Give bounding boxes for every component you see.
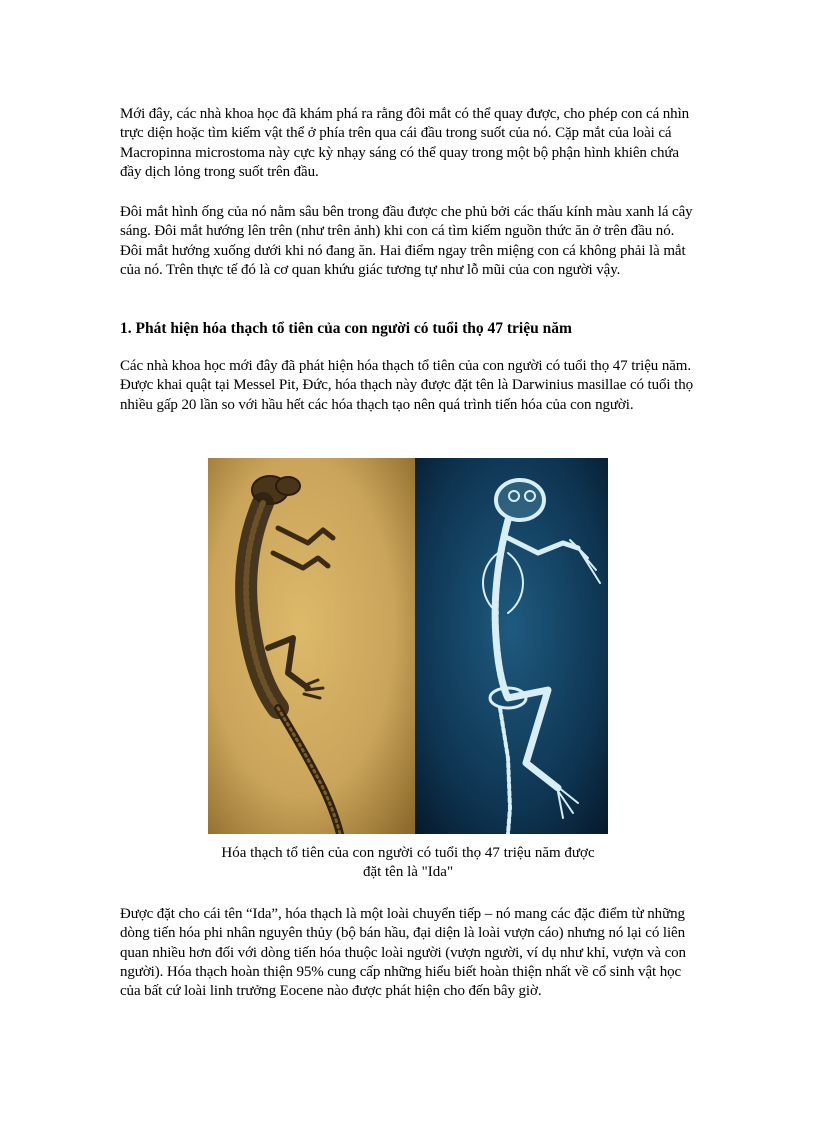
- paragraph-fish-eyes: Mới đây, các nhà khoa học đã khám phá ra rằng đôi mắt có thể quay được, cho phép con cá nhìn trực diện hoặc tìm kiếm vật thể ở phía trên qua cái đầu trong suốt của nó. Cặp mắt của loài cá Macropinna microstoma này cực kỳ nhạy sáng có thể quay trong một bộ phận hình khiên chứa đầy dịch lỏng trong suốt trên đầu.: [120, 106, 690, 180]
- fossil-photo: [208, 458, 608, 834]
- paragraph-fish-tubular-eyes: Đôi mắt hình ống của nó nằm sâu bên trong đầu được che phủ bởi các thấu kính màu xanh lá cây sáng. Đôi mắt hướng lên trên (như trên ảnh) khi con cá tìm kiếm nguồn thức ăn ở trên đầu nó. Đôi mắt hướng xuống dưới khi nó đang ăn. Hai điểm ngay trên miệng con cá không phải là mắt của nó. Trên thực tế đó là cơ quan khứu giác tương tự như lỗ mũi của con người vậy.: [120, 204, 693, 278]
- caption-line-1: Hóa thạch tổ tiên của con người có tuổi thọ 47 triệu năm được: [221, 845, 595, 861]
- caption-line-2: đặt tên là "Ida": [362, 864, 454, 881]
- paragraph-ida-description: Được đặt cho cái tên “Ida”, hóa thạch là một loài chuyển tiếp – nó mang các đặc điểm từ những dòng tiến hóa phi nhân nguyên thủy (bộ bán hầu, đại diện là loài vượn cáo) nhưng nó lại có liên quan nhiều hơn đối với dòng tiến hóa thuộc loài người (vượn người, ví dụ như khỉ, vượn và con người). Hóa thạch hoàn thiện 95% cung cấp những hiểu biết hoàn thiện nhất về cổ sinh vật học của bất cứ loài linh trưởng Eocene nào được phát hiện cho đến bây giờ.: [120, 906, 686, 1000]
- paragraph-fossil-discovery: Các nhà khoa học mới đây đã phát hiện hóa thạch tổ tiên của con người có tuổi thọ 47 triệu năm. Được khai quật tại Messel Pit, Đức, hóa thạch này được đặt tên là Darwinius masillae có tuổi thọ nhiều gấp 20 lần so với hầu hết các hóa thạch tạo nên quá trình tiến hóa của con người.: [120, 358, 694, 413]
- section-heading: 1. Phát hiện hóa thạch tổ tiên của con người có tuổi thọ 47 triệu năm: [120, 320, 572, 337]
- fossil-stone-panel: [208, 458, 415, 834]
- figure-caption: [200, 844, 616, 883]
